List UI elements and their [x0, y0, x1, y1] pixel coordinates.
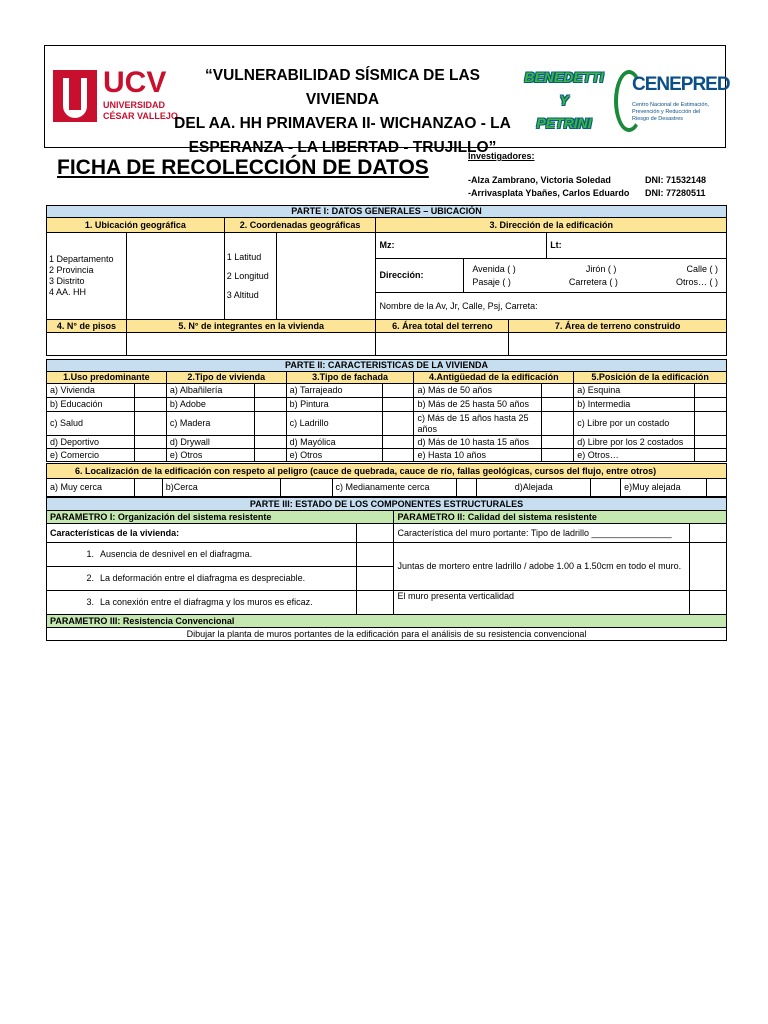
- investigador-1-name: -Alza Zambrano, Victoria Soledad: [468, 175, 611, 185]
- option-cell: c) Ladrillo: [286, 412, 382, 436]
- localizacion-header: 6. Localización de la edificación con respeto al peligro (cauce de quebrada, cauce de río, fallas geológicas, cursos del flujo, entre otros): [47, 464, 727, 479]
- integrantes-header: 5. N° de integrantes en la vivienda: [126, 320, 376, 333]
- parte-2-title: PARTE II: CARACTERISTICAS DE LA VIVIENDA: [47, 360, 727, 372]
- investigador-2-dni: DNI: 77280511: [645, 188, 706, 198]
- option-cell: e) Otros: [286, 449, 382, 462]
- document-title: “VULNERABILIDAD SÍSMICA DE LAS VIVIENDA DEL AA. HH PRIMAVERA II- WICHANZAO - LA ESPERANZA - LA LIBERTAD - TRUJILLO”: [174, 67, 511, 156]
- option-cell: c) Salud: [47, 412, 135, 436]
- parte-3-title: PARTE III: ESTADO DE LOS COMPONENTES ESTRUCTURALES: [47, 498, 727, 511]
- check-cell[interactable]: [690, 543, 727, 591]
- ucv-logo: [53, 66, 178, 128]
- option-cell: c) Madera: [166, 412, 254, 436]
- check-cell[interactable]: [542, 384, 574, 398]
- dibujar-planta-instruction: Dibujar la planta de muros portantes de la edificación para el análisis de su resistencia convencional: [47, 628, 727, 641]
- uso-header: 1.Uso predominante: [47, 372, 167, 384]
- muro-portante-field[interactable]: Característica del muro portante: Tipo de ladrillo ________________: [394, 524, 690, 543]
- check-cell[interactable]: [694, 412, 726, 436]
- investigador-2-name: -Arrivasplata Ybañes, Carlos Eduardo: [468, 188, 630, 198]
- area-total-input[interactable]: [376, 333, 509, 356]
- lt-field[interactable]: Lt:: [547, 233, 727, 259]
- ucv-shield-icon: [53, 70, 97, 122]
- nombre-via-field[interactable]: Nombre de la Av, Jr, Calle, Psj, Carreta:: [376, 293, 727, 320]
- check-cell[interactable]: [134, 449, 166, 462]
- check-cell[interactable]: [706, 479, 726, 497]
- posicion-header: 5.Posición de la edificación: [574, 372, 727, 384]
- loc-option: b)Cerca: [162, 479, 280, 497]
- check-cell[interactable]: [382, 398, 414, 412]
- check-cell[interactable]: [356, 543, 394, 567]
- check-cell[interactable]: [542, 412, 574, 436]
- parametro-2-header: PARAMETRO II: Calidad del sistema resistente: [394, 511, 727, 524]
- check-cell[interactable]: [254, 449, 286, 462]
- check-cell[interactable]: [542, 449, 574, 462]
- integrantes-input[interactable]: [126, 333, 376, 356]
- option-cell: e) Hasta 10 años: [414, 449, 542, 462]
- parte-1-table: [46, 205, 727, 356]
- loc-option: d)Alejada: [477, 479, 591, 497]
- check-cell[interactable]: [382, 449, 414, 462]
- check-cell[interactable]: [254, 384, 286, 398]
- option-cell: e) Otros: [166, 449, 254, 462]
- fachada-header: 3.Tipo de fachada: [286, 372, 414, 384]
- investigador-1-dni: DNI: 71532148: [645, 175, 707, 185]
- loc-option: c) Medianamente cerca: [332, 479, 457, 497]
- mz-field[interactable]: Mz:: [376, 233, 547, 259]
- localizacion-table: [46, 463, 727, 497]
- tipo-vivienda-header: 2.Tipo de vivienda: [166, 372, 286, 384]
- area-construida-input[interactable]: [509, 333, 727, 356]
- param1-item: 2. La deformación entre el diafragma es despreciable.: [47, 567, 357, 591]
- pisos-header: 4. N° de pisos: [47, 320, 127, 333]
- check-cell[interactable]: [457, 479, 477, 497]
- parametro-3-header: PARAMETRO III: Resistencia Convencional: [47, 615, 727, 628]
- ubicacion-header: 1. Ubicación geográfica: [47, 218, 225, 233]
- direccion-label: Dirección:: [376, 259, 464, 293]
- check-cell[interactable]: [542, 398, 574, 412]
- investigadores-title: Investigadores:: [468, 151, 535, 161]
- check-cell[interactable]: [694, 449, 726, 462]
- caracteristicas-label: Características de la vivienda:: [47, 524, 357, 543]
- cenepred-logo: CENEPRED Centro Nacional de Estimación, Prevención y Reducción del Riesgo de Desastres: [614, 68, 719, 138]
- option-cell: a) Tarrajeado: [286, 384, 382, 398]
- check-cell[interactable]: [591, 479, 621, 497]
- option-cell: b) Intermedia: [574, 398, 695, 412]
- check-cell[interactable]: [134, 398, 166, 412]
- verticalidad-item: El muro presenta verticalidad: [394, 591, 690, 615]
- check-cell[interactable]: [356, 567, 394, 591]
- option-cell: d) Deportivo: [47, 436, 135, 449]
- loc-option: e)Muy alejada: [621, 479, 707, 497]
- parte-3-table: [46, 497, 727, 641]
- check-cell[interactable]: [382, 412, 414, 436]
- ficha-title: FICHA DE RECOLECCIÓN DE DATOS: [57, 156, 429, 179]
- ubicacion-list: 1 Departamento 2 Provincia 3 Distrito 4 AA. HH: [47, 233, 127, 320]
- parametro-1-header: PARAMETRO I: Organización del sistema resistente: [47, 511, 394, 524]
- check-cell[interactable]: [254, 436, 286, 449]
- param1-item: 3. La conexión entre el diafragma y los muros es eficaz.: [47, 591, 357, 615]
- option-cell: d) Mayólica: [286, 436, 382, 449]
- loc-option: a) Muy cerca: [47, 479, 135, 497]
- check-cell[interactable]: [254, 398, 286, 412]
- coordenadas-header: 2. Coordenadas geográficas: [224, 218, 376, 233]
- direccion-header: 3. Dirección de la edificación: [376, 218, 727, 233]
- option-cell: a) Albañilería: [166, 384, 254, 398]
- pisos-input[interactable]: [47, 333, 127, 356]
- param1-item: 1. Ausencia de desnivel en el diafragma.: [47, 543, 357, 567]
- option-cell: b) Adobe: [166, 398, 254, 412]
- benedetti-petrini-logo: BENEDETTI Y PETRINI: [524, 69, 604, 131]
- direccion-options[interactable]: Avenida ( ) Jirón ( ) Calle ( ) Pasaje ( ) Carretera ( ) Otros… ( ): [464, 259, 727, 293]
- check-cell[interactable]: [134, 384, 166, 398]
- option-cell: b) Más de 25 hasta 50 años: [414, 398, 542, 412]
- check-cell[interactable]: [542, 436, 574, 449]
- option-cell: c) Más de 15 años hasta 25 años: [414, 412, 542, 436]
- option-cell: e) Comercio: [47, 449, 135, 462]
- ucv-subtitle: UNIVERSIDAD CÉSAR VALLEJO: [103, 100, 178, 121]
- check-cell[interactable]: [690, 524, 727, 543]
- option-cell: d) Libre por los 2 costados: [574, 436, 695, 449]
- ucv-name: UCV: [103, 66, 167, 99]
- check-cell[interactable]: [134, 436, 166, 449]
- ubicacion-input[interactable]: [126, 233, 224, 320]
- check-cell[interactable]: [694, 436, 726, 449]
- check-cell[interactable]: [382, 384, 414, 398]
- option-cell: e) Otros…: [574, 449, 695, 462]
- option-cell: d) Más de 10 hasta 15 años: [414, 436, 542, 449]
- antiguedad-header: 4.Antigüedad de la edificación: [414, 372, 574, 384]
- parte-1-title: PARTE I: DATOS GENERALES – UBICACIÓN: [47, 206, 727, 218]
- check-cell[interactable]: [694, 398, 726, 412]
- area-construida-header: 7. Área de terreno construido: [509, 320, 727, 333]
- option-cell: a) Más de 50 años: [414, 384, 542, 398]
- check-cell[interactable]: [254, 412, 286, 436]
- check-cell[interactable]: [382, 436, 414, 449]
- option-cell: b) Pintura: [286, 398, 382, 412]
- area-total-header: 6. Área total del terreno: [376, 320, 509, 333]
- check-cell[interactable]: [134, 412, 166, 436]
- coordenadas-input[interactable]: [276, 233, 376, 320]
- check-cell[interactable]: [280, 479, 332, 497]
- option-cell: d) Drywall: [166, 436, 254, 449]
- option-cell: a) Esquina: [574, 384, 695, 398]
- option-cell: b) Educación: [47, 398, 135, 412]
- check-cell[interactable]: [134, 479, 162, 497]
- coordenadas-list: 1 Latitud 2 Longitud 3 Altitud: [224, 233, 276, 320]
- check-cell[interactable]: [694, 384, 726, 398]
- check-cell[interactable]: [356, 524, 394, 543]
- check-cell[interactable]: [356, 591, 394, 615]
- option-cell: a) Vivienda: [47, 384, 135, 398]
- parte-2-table: [46, 359, 727, 462]
- juntas-mortero-item: Juntas de mortero entre ladrillo / adobe 1.00 a 1.50cm en todo el muro.: [394, 543, 690, 591]
- check-cell[interactable]: [690, 591, 727, 615]
- option-cell: c) Libre por un costado: [574, 412, 695, 436]
